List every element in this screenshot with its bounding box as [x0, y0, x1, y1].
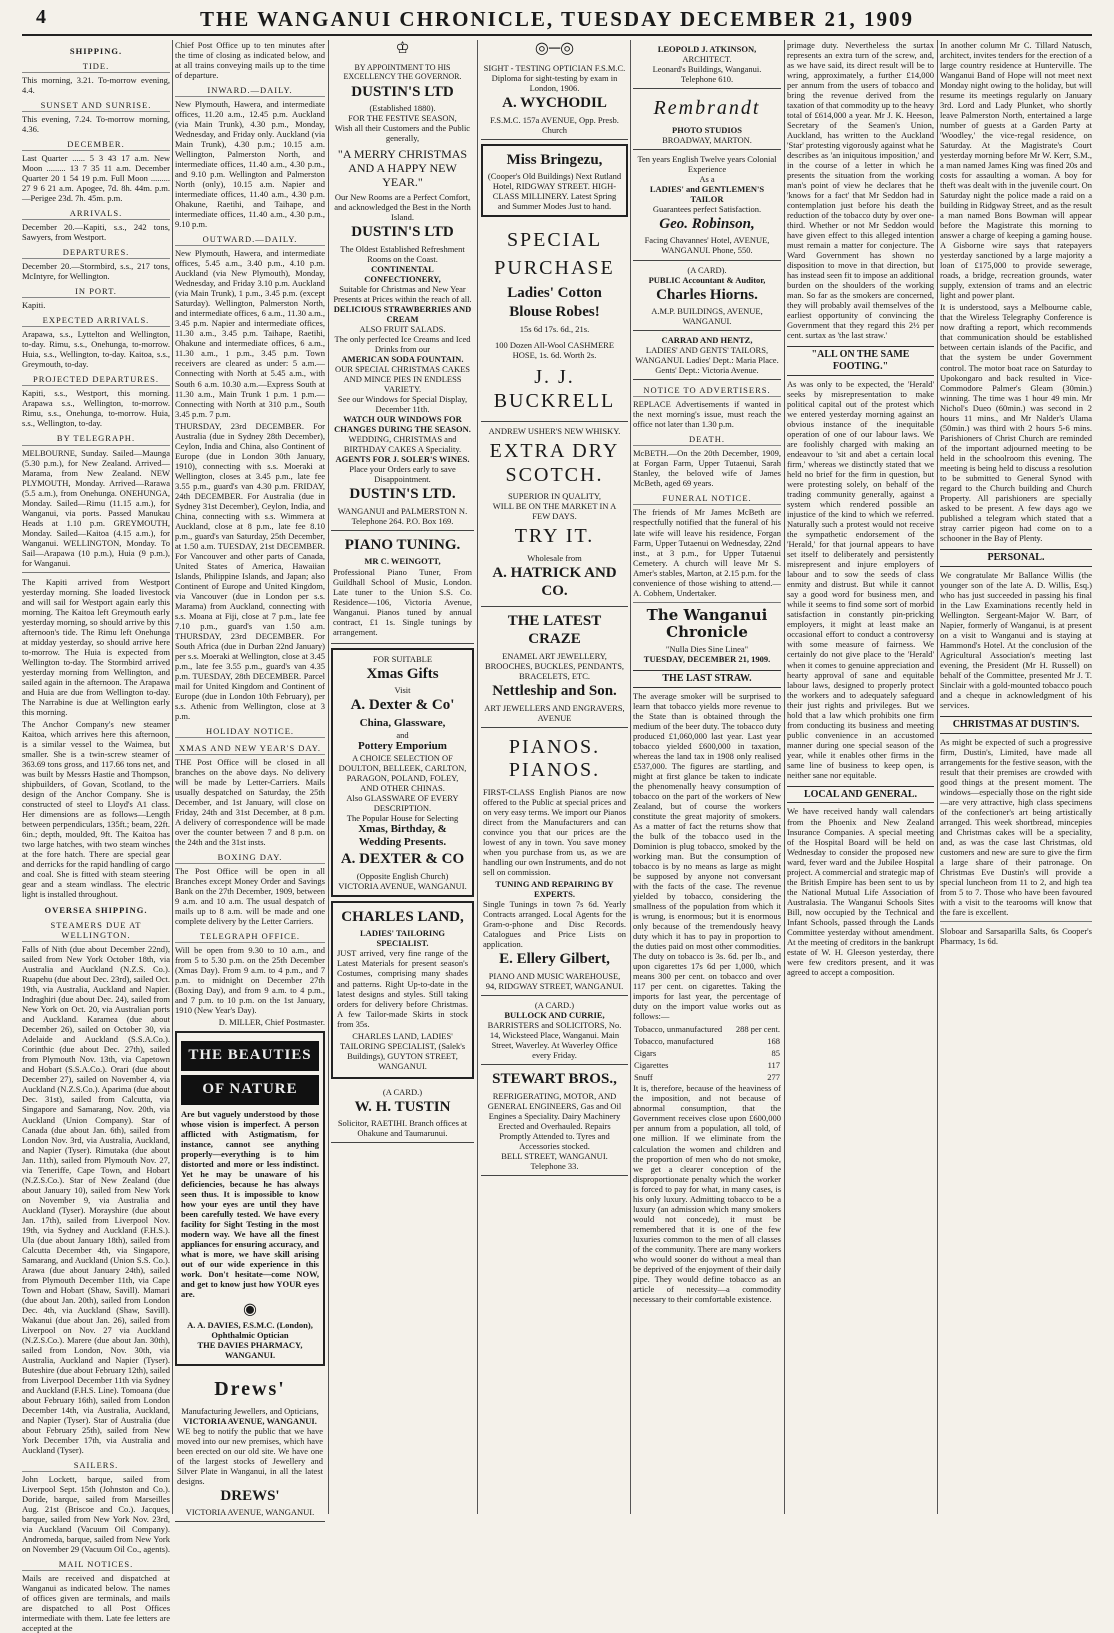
- spectacles-icon: ◎─◎: [534, 40, 575, 57]
- rembrandt-address: BROADWAY, MARTON.: [662, 134, 752, 145]
- blouse-robes: Blouse Robes!: [509, 304, 600, 321]
- dustins-agents: AGENTS FOR J. SOLER'S WINES.: [335, 454, 470, 465]
- bullock-text: BARRISTERS and SOLICITORS, No. 14, Wicksteed Place, Wanganui. Main Street, Waverley. At Waverley Office every Friday.: [487, 1019, 622, 1060]
- boxing-heading: BOXING DAY.: [175, 852, 325, 864]
- tide-text: This morning, 3.21. To-morrow evening, 4.4.: [22, 75, 170, 96]
- dustins-festive: FOR THE FESTIVE SEASON,: [348, 113, 457, 124]
- hatrick-name: A. HATRICK AND CO.: [492, 565, 617, 599]
- inport-text: Kapiti.: [22, 300, 46, 311]
- robinson-experience: Ten years English Twelve years Colonial Experience: [637, 153, 777, 174]
- tustin-name: W. H. TUSTIN: [354, 1098, 451, 1115]
- piano-tuning-ad: [331, 531, 474, 644]
- duty-item: Cigarettes: [634, 1060, 669, 1071]
- wychodil-name: A. WYCHODIL: [502, 94, 607, 111]
- column-mail: [175, 40, 325, 1518]
- hiorns-role: PUBLIC Accountant & Auditor,: [648, 274, 766, 285]
- last-straw-title: THE LAST STRAW.: [633, 670, 781, 688]
- bringezu-ad: [481, 144, 628, 218]
- gilbert-name: E. Ellery Gilbert,: [499, 951, 610, 967]
- last-straw-body: The average smoker will be surprised to learn that tobacco yields more revenue to the State than is obtained through the medium of the beer duty. The tobacco duty produced £1,060,000 last year. Last year tobacco yielded £600,000 in taxation, whereas the land tax in 1908 only realised £537,000. The figures are startling, and might at first glance be taken to indicate the phenomenally heavy consumption of tobacco on the part of the workers of New Zealand, but of course the workers constitute the great majority of smokers. As a matter of fact the returns show that the bulk of the tobacco used in the Dominion is plug tobacco, smoked by the working man. But the consumption of tobacco is by no means as large as might be supposed by anyone not conversant with the facts of the case. The revenue yielded by tobacco, considering the smallness of the population from which it is wrung, is enormous; but it is enormous only because of the tremendously heavy duty which it has to pay in proportion to the duties paid on most other commodities. The duty on tobacco is 3s. 6d. per lb., and upon cigarettes 17s 6d per 1,000, which means 300 per cent. on tobacco and over 117 per cent. on cigarettes. Taking the imports for last year, the percentage of duty on the import value works out as follows:—: [633, 690, 781, 1022]
- buckrell-ad: [481, 221, 628, 422]
- rembrandt-name: Rembrandt: [653, 97, 761, 120]
- funeral-text: The friends of Mr James McBeth are respectfully notified that the funeral of his late wife will leave his residence, Forgan Farm, Upper Tutaenui on Wednesday, 22nd inst., at 3 p.m., for Upper Tutaenui Cemetery. A church will leave Mr S. Amer's stables, Marton, at 2.15 p.m. for the convenience of those wishing to attend.—A. Cobhem, Undertaker.: [633, 507, 781, 598]
- telegraph-office-text: Will be open from 9.30 to 10 a.m., and from 5 to 5.30 p.m. on the 25th December (Xmas Day). From 9 a.m. to 4 p.m., and 7 p.m. to midnight on December 27th (Boxing Day), and from 9 a.m. to 4 p.m., and 7 p.m. to 10 p.m. on the 1st January, 1910 (New Year's Day).: [175, 945, 325, 1016]
- pianos-text: FIRST-CLASS English Pianos are now offered to the Public at special prices and on very easy terms. We import our Pianos direct from the Manufacturers and can convince you that our prices are the lowest of any in town. You save money when you purchase from us, as we are handling our own Instruments, and do not sell on commission.: [483, 786, 626, 877]
- sailers-text: John Lockett, barque, sailed from Liverpool Sept. 15th (Johnston and Co.). Doride, barque, sailed from Marseilles Aug. 21st (Briscoe and Co.). Jacques, barque, sailed from New York Nov. 23rd, via Auckland (Vacuum Oil Company). Andromeda, barque, sailed from New York on November 29 (Vacuum Oil Co., agents).: [22, 1474, 171, 1555]
- beauties-title-1: THE BEAUTIES: [181, 1041, 319, 1071]
- hiorns-name: Charles Hiorns.: [656, 286, 758, 303]
- arrivals-text: December 20.—Kapiti, s.s., 242 tons, Sawyers, from Westport.: [22, 222, 170, 243]
- editorial-continued: primage duty. Nevertheless the surtax represents an extra turn of the screw, and, as we have said, its direct result will be to wring, approximately, a further £14,000 per annum from the users of tobacco and bring the revenue derived from the taxation of that commodity up to the heavy total of £614,000 a year. Mr J. K. Heeson, Secretary of the Seamen's Union, Auckland, has written to the Auckland 'Star' protesting vigorously against what he describes as 'an iniquitous imposition,' and in the course of a letter in which he presents the situation from the working man's point of view he declares that he 'knows for a fact' that Mr Seddon had in contemplation just before his death the reduction of the tobacco duty by over one-third. Whether or not Mr Seddon would have given effect to this alleged intention must remain a matter for conjecture. The Ward Government has shown no disposition to move in that direction, but has instead seen fit to impose an additional burden on the shoulders of the working man. So far as the smokers are concerned, they will probably avail themselves of the earliest opportunity of convincing the Government that they regard this 2½ per cent. surtax as 'the last straw.': [787, 40, 934, 341]
- carrad-name: CARRAD AND HENTZ,: [661, 335, 753, 346]
- pianos-heading: PIANOS. PIANOS.: [508, 735, 601, 782]
- duty-row: [633, 1071, 781, 1083]
- bullock-ad: [481, 996, 628, 1065]
- expected-heading: EXPECTED ARRIVALS.: [22, 315, 170, 327]
- death-text: McBETH.—On the 20th December, 1909, at Forgan Farm, Upper Tutaenui, Sarah Stanley, the beloved wife of James McBeth, aged 69 years.: [633, 448, 781, 489]
- rembrandt-photo: PHOTO STUDIOS: [672, 124, 742, 135]
- gilbert-ad: [481, 728, 628, 996]
- tustin-ad: [331, 1083, 474, 1144]
- drews-title: Drews': [214, 1378, 286, 1401]
- dustins-rooms: Our New Rooms are a Perfect Comfort, and acknowledged the Best in the North Island.: [334, 191, 471, 222]
- beauties-ad: [175, 1031, 325, 1366]
- royal-crest-icon: ♔: [395, 40, 410, 57]
- departures-heading: DEPARTURES.: [22, 247, 170, 259]
- holiday-subheading: XMAS AND NEW YEAR'S DAY.: [175, 743, 325, 755]
- carrad-text: LADIES' AND GENTS' TAILORS, WANGANUI. Ladies' Dept.: Maria Place. Gents' Dept.: Victoria Avenue.: [635, 345, 779, 376]
- dustins-soda: AMERICAN SODA FOUNTAIN.: [341, 353, 464, 364]
- stewart-text: REFRIGERATING, MOTOR, AND GENERAL ENGINEERS, Gas and Oil Engines a Speciality. Dairy Machinery Erected and Overhauled. Repairs Promptly Attended to. Tyres and Accessories stocked.: [487, 1090, 622, 1151]
- sun-heading: SUNSET AND SUNRISE.: [22, 100, 170, 112]
- dustins-greeting: "A MERRY CHRISTMAS AND A HAPPY NEW YEAR.": [337, 146, 468, 189]
- bullock-card: (A CARD.): [534, 999, 575, 1010]
- projected-text: Kapiti, s.s., Westport, this morning. Arapawa s.s., Wellington, to-morrow. Rimu, s.s., Onehunga, to-morrow. Huia, s.s., Wellington, to-day.: [22, 388, 170, 429]
- nettleship-name: Nettleship and Son.: [492, 682, 617, 699]
- paper-title: The Wanganui Chronicle: [646, 605, 768, 642]
- duty-table: [633, 1023, 781, 1083]
- davies-address: THE DAVIES PHARMACY, WANGANUI.: [197, 1340, 303, 1361]
- dustins-wedding: WEDDING, CHRISTMAS and BIRTHDAY CAKES A Speciality.: [343, 434, 462, 455]
- arrivals-heading: ARRIVALS.: [22, 208, 170, 220]
- atkinson-address: Leonard's Buildings, Wanganui. Telephone 610.: [652, 64, 762, 85]
- dexter-address: VICTORIA AVENUE, WANGANUI.: [338, 880, 467, 891]
- dustins-oldest: The Oldest Established Refreshment Rooms on the Coast.: [340, 243, 465, 264]
- dexter-glassware: Also GLASSWARE OF EVERY DESCRIPTION.: [346, 793, 459, 814]
- wychodil-address: F.S.M.C. 157a AVENUE, Opp. Presb. Church: [490, 114, 619, 135]
- robinson-guarantee: Guarantees perfect Satisfaction.: [652, 203, 762, 214]
- robinson-address: Facing Chavannes' Hotel, AVENUE, WANGANUI. Phone, 550.: [644, 235, 770, 256]
- local-general-title: LOCAL AND GENERAL.: [787, 786, 934, 804]
- death-heading: DEATH.: [633, 434, 781, 446]
- bringezu-text: (Cooper's Old Buildings) Next Rutland Hotel, RIDGWAY STREET. HIGH-CLASS MILLINERY. Latest Spring and Summer Modes Just to hand.: [487, 171, 622, 212]
- beauties-text: Are but vaguely understood by those whose vision is imperfect. A person afflicted with Astigmatism, for instance, cannot see anything properly—everything is to him distorted and more or less indistinct. Yet he may be unaware of his deficiencies, because he has always seen thus. It is impossible to know how your eyes are until they have been carefully tested. We have every facility for Sight Testing in the most modern way. We have all the finest appliances for ensuring accuracy, and what is more, we have skill arising out of our wide experience in this work. Don't hesitate—come NOW, and get to know just how YOUR eyes are.: [181, 1108, 319, 1300]
- bringezu-name: Miss Bringezu,: [506, 151, 603, 168]
- appointment-text: BY APPOINTMENT TO HIS EXCELLENCY THE GOVERNOR.: [343, 62, 462, 82]
- dustins-fruit: ALSO FRUIT SALADS.: [359, 323, 446, 334]
- expected-text: Arapawa, s.s., Lyttelton and Wellington, to-day. Rimu, s.s., Onehunga, to-morrow. Huia, s.s., Wellington, to-day. Kaitoa, s.s., Greymouth, to-day.: [22, 329, 170, 370]
- oversea-subheading: STEAMERS DUE AT WELLINGTON.: [22, 920, 170, 942]
- dexter-xmas: Xmas Gifts: [366, 665, 439, 682]
- cashmere-hose: 100 Dozen All-Wool CASHMERE HOSE, 1s. 6d. Worth 2s.: [494, 339, 615, 360]
- boxing-text: The Post Office will be open in all Branches except Money Order and Savings Bank on the 27th December, 1909, between 9 a.m. and 10 a.m. The usual despatch of mails up to 8 a.m. will be made and one complete delivery by the Letter Carriers.: [175, 866, 325, 927]
- column-editorial-cont: [787, 40, 934, 1514]
- duty-item: Tobacco, unmanufactured: [634, 1024, 723, 1035]
- land-subtitle: LADIES' TAILORING SPECIALIST.: [360, 928, 445, 949]
- drews-ad: [175, 1370, 325, 1522]
- dexter-choice: A CHOICE SELECTION OF: [352, 752, 453, 763]
- oversea-text: Falls of Nith (due about December 22nd), sailed from New York October 18th, via Australia and Auckland (N.Z.S. Co.). Ruapehu (due about Dec. 23rd), sailed Oct. 19th, via Australia, Auckland and Napier. Indraghiri (due about Dec. 24), sailed from New York on Oct. 20, via Australian ports and Auckland. Karamea (due about December 26), sailed on October 30, via Adelaide and Auckland (S.S.A.Co.). Corinthic (due about Dec. 27th), sailed from Plymouth Nov. 13th, via Capetown and Hobart (S.S.A.Co.). Orari (due about December 27), sailed on November 4, via Auckland (N.Z.S.Co.). Aparima (due about Dec. 31st), sailed from Calcutta, via Singapore and Samarang, Nov. 20th, via Auckland (Union Company). Star of Canada (due about Jan. 6th), sailed from London Nov. 3rd, via Australia, Auckland, and Napier (Tyser). Rimutaka (due about Jan. 11th), sailed from Plymouth Nov. 27, via Teneriffe, Cape Town, and Hobart (N.Z.S.Co.). Star of New Zealand (due about January 10), sailed from New York on November 9, via Australia and Auckland (Tyser). Morayshire (due about Jan. 17th), sailed from Liverpool Nov. 19th, via Sydney and Auckland (F.H.S.). Ula (due about January 18th), sailed from Calcutta December 4th, via Singapore, Samarang, and Auckland (Union S.S. Co.). Arawa (due about January 24th), sailed from Plymouth December 11th, via Cape Town and Hobart (Shaw, Savill). Mamari (due about Jan. 20th), sailed from London Dec. 4th, via Auckland (Shaw, Savill). Wakanui (due about Jan. 26), sailed from Liverpool on Nov. 27 via Auckland (N.Z.S.Co.). Marere (due about Jan. 30th), sailed from London, Nov. 30th, via Australia, Auckland and Napier (Tyser). Buteshire (due about February 12th), sailed from Liverpool December 11th via Sydney and Auckland (F.H.S. Line). Tomoana (due about February 16th), sailed from London December 14th, via Australia, Auckland, and Napier (Tyser). Star of Australia (due about February 25th), sailed from New York December 17th, via Australia and Auckland (Tyser).: [22, 944, 170, 1456]
- column-editorial: [633, 40, 781, 1514]
- land-title: CHARLES LAND,: [341, 908, 464, 925]
- land-signature: CHARLES LAND, LADIES' TAILORING SPECIALIST, (Salek's Buildings), GUYTON STREET, WANGANUI.: [339, 1030, 466, 1071]
- drews-address: VICTORIA AVENUE, WANGANUI.: [183, 1415, 317, 1426]
- latest-craze: THE LATEST CRAZE: [507, 613, 602, 648]
- paper-date: TUESDAY, DECEMBER 21, 1909.: [643, 654, 771, 664]
- telegraph-text: MELBOURNE, Sunday. Sailed—Maunga (5.30 p.m.), for New Zealand. Arrived—Marama, from New Zealand. NEW PLYMOUTH, Monday. Arrived—Rarawa (5.5 a.m.), from Onehunga. ONEHUNGA, Monday. Sailed—Rimu (11.15 a.m.), for Wanganui, via ports. Passed Manukau Heads at 1.10 p.m. GREYMOUTH, Monday. Sailed—Kaitoa (4.15 a.m.), for Wanganui. WELLINGTON, Monday. To Sail—Arapawa (10 p.m.), Huia (9 p.m.), for Wanganui.: [22, 447, 170, 568]
- atkinson-ad: [633, 40, 781, 89]
- moon-phases: Last Quarter ...... 5 3 43 17 a.m. New Moon ......... 13 7 35 11 a.m. December Quarter 20 1 54 19 p.m. Full Moon ......... 27 9 6 21 a.m. Apogee, 7d. 8h. 44m. p.m.—Perigee 23d. 7h. 45m. p.m.: [22, 153, 170, 204]
- oversea-heading: OVERSEA SHIPPING.: [44, 905, 148, 916]
- inward-text: New Plymouth, Hawera, and intermediate offices, 11.20 a.m., 12.45 p.m. Auckland (via Main Trunk), 4.30 p.m., Monday, Wednesday, and Friday only. Auckland (via Main Trunk), 4.30 p.m.; 10.15 a.m. Wellington, Palmerston North, and intermediate offices, 11.40 a.m., 4.30 p.m., and 9.10 p.m. Wellington and Palmerston North (only), 10.15 a.m. Napier and intermediate offices, 11.40 a.m., 4.30 p.m. Ohakune, Raetihi, and Taihape, and intermediate offices, 11.40 a.m., 4.30 p.m., 9.10 p.m.: [175, 99, 325, 230]
- stewart-ad: [481, 1065, 628, 1176]
- duty-rate: 168: [767, 1036, 780, 1047]
- piano-tuning-text: Professional Piano Tuner, From Guildhall School of Music, London. Late tuner to the Union S.S. Co. Residence—106, Victoria Avenue, Wanganui. Pianos tuned by annual contract, £1 1s. Single tunings by arrangement.: [333, 566, 472, 637]
- duty-row: [633, 1059, 781, 1071]
- masthead: [22, 6, 1092, 36]
- dustins-established: (Established 1880).: [369, 103, 436, 114]
- departures-text: December 20.—Stormbird, s.s., 217 tons, McIntyre, for Wellington.: [22, 261, 170, 282]
- duty-item: Tobacco, manufactured: [634, 1036, 714, 1047]
- dustins-strawberries: DELICIOUS STRAWBERRIES AND CREAM: [333, 303, 472, 324]
- overseas-mails-text: THURSDAY, 23rd DECEMBER. For Australia (due in Sydney 28th December), Ceylon, India and China, also Continent of Europe (due in London 30th January, 1910), connecting with s.s. Moeraki at Wellington, closes at 3.45 p.m., late fee 3.55 p.m., guard's van 4.30 p.m. FRIDAY, 24th DECEMBER. For Australia (due in Sydney 31st December), Ceylon, India, and China, connecting with s.s. Wimmera at Auckland, close at 8 p.m., late fee 8.10 p.m., guard's van Saturday, 25th December, at 1.50 a.m. TUESDAY, 21st DECEMBER. For Vancouver and other parts of Canada, United States of America, Hawaiian Islands, Philippine Islands, and Japan; also Continent of Europe and United Kingdom, via Vancouver (due in London per s.s. Marama) from Auckland, connecting with s.s. Moana at Fiji, close at 7 p.m., late fee 7.10 p.m., guard's van 1.50 a.m. THURSDAY, 23rd DECEMBER. For South Africa (due in Durban 22nd January) per s.s. Moeraki at Wellington, close at 3.45 p.m., late fee 3.55 p.m., guard's van 4.35 p.m. TUESDAY, 28th DECEMBER. Parcel mail for United Kingdom and Continent of Europe (due in London 10th February), per s.s. Athenic from Wellington, close at 3 p.m.: [175, 420, 325, 722]
- dustins-watch: WATCH OUR WINDOWS FOR CHANGES DURING THE SEASON.: [334, 413, 471, 434]
- column-shipping: [22, 40, 171, 1633]
- enamel-jewellery: ENAMEL ART JEWELLERY, BROOCHES, BUCKLES, PENDANTS, BRACELETS, ETC.: [484, 650, 625, 681]
- tuning-text: Single Tunings in town 7s 6d. Yearly Contracts arranged. Local Agents for the Gram-o-phone and Disc Records. Catalogues and Price Lists on application.: [483, 898, 626, 949]
- piano-tuning-title: PIANO TUNING.: [344, 536, 461, 553]
- last-straw-body-2: It is, therefore, because of the heaviness of the imposition, and not because of abnormal consumption, that the Government receives close upon £600,000 per annum from a population, all told, of one million. If we eliminate from the calculation the women and children and the proportion of men who do not smoke, we get a clearer conception of the disproportionate penalty which the worker is forced to pay for what, in many cases, is his only luxury. Admitting tobacco to be a luxury (an admission which many smokers would not concede), it must be remembered that it is one of the few luxuries common to the men of all classes of the community. There are many workers who would sooner do without a meal than be deprived of the enjoyment of their daily pipe. They would define tobacco as an article of necessity—a commodity necessary to their comfortable existence.: [633, 1083, 781, 1304]
- duty-rate: 117: [767, 1060, 780, 1071]
- dexter-opposite: (Opposite English Church): [356, 870, 449, 881]
- duty-rate: 85: [771, 1048, 780, 1059]
- dexter-presents: Xmas, Birthday, & Wedding Presents.: [358, 823, 447, 849]
- davies-name: A. A. DAVIES, F.S.M.C. (London), Ophthalmic Optician: [187, 1320, 313, 1341]
- column-local: [940, 40, 1092, 1514]
- robinson-ad: [633, 150, 781, 261]
- dustins-title-1: DUSTIN'S LTD: [351, 83, 454, 100]
- duty-item: Snuff: [634, 1072, 653, 1083]
- personal-body: We congratulate Mr Ballance Willis (the younger son of the late A. D. Willis, Esq.) who has just succeeded in passing his final in the Law Examinations recently held in Wellington. Sergeant-Major W. Barr, of Napier, formerly of Wanganui, is at present on a visit to Wanganui and is staying at Hammond's Hotel. At the conclusion of the Agricultural Association's meeting last evening, the President (Mr H. Russell) on behalf of the Committee, presented Mr J. T. Sinclair with a gold-mounted tobacco pouch and a cheque in acknowledgment of his services.: [940, 569, 1092, 710]
- hiorns-ad: [633, 261, 781, 332]
- outward-text: New Plymouth, Hawera, and intermediate offices, 5.45 a.m., 3.40 p.m., 4.10 p.m. Auckland (via New Plymouth), Monday, Wednesday, and Friday 3.10 p.m. Auckland (via Main Trunk), 1 p.m., 3.45 p.m. (except Saturday). Wellington, Palmerston North, and intermediate offices, 6 a.m., 11.30 a.m., 3.45 p.m. Napier and intermediate offices, 11.30 a.m., 3.45 p.m. Taihape, Raetihi, Ohakune and intermediate offices, 6 a.m., 11.30 a.m., 1 p.m., 3.45 p.m. Town receivers are cleared as under: 5 a.m.—Connecting with North at 5.45 a.m., with South 6 a.m. 10.30 a.m.—Express South at 11.30 a.m., Main Trunk 1 p.m. 1 p.m.—Connecting with North at 310 p.m., South 3.45 p.m. 7 p.m.: [175, 248, 325, 419]
- shipping-heading: SHIPPING.: [69, 46, 123, 56]
- extra-dry-scotch: EXTRA DRY SCOTCH.: [489, 440, 620, 486]
- column-ads: [481, 40, 628, 1514]
- telegraph-office-heading: TELEGRAPH OFFICE.: [175, 931, 325, 943]
- atkinson-name: LEOPOLD J. ATKINSON,: [657, 44, 757, 54]
- robinson-asa: As a: [699, 173, 715, 184]
- dustins-orders: Place your Orders early to save Disappointment.: [349, 464, 456, 485]
- dustins-suitable: Suitable for Christmas and New Year Presents at Prices within the reach of all.: [333, 283, 472, 304]
- same-footing-body: As was only to be expected, the 'Herald' seeks by misrepresentation to make political capital out of the protest which we entered yesterday morning against an obvious instance of the inequitable operation of one of our labour laws. We are foolishly charged with making an endeavour to 'sit and abet a certain local firm,' whereas we distinctly stated that we held no brief for the firm in question, but were protesting solely, on behalf of the trading community generally, against a system which rendered possible an injustice of the kind to which we referred. Naturally such a protest would not receive the sympathetic endorsement of the 'Herald,' for that journal appears to have set itself to deliberately and persistently misrepresent and injure employers of labour and to sow the seeds of class enmity and distrust. But while it cannot say a good word for business men, and while it seems to find some sort of morbid satisfaction in constantly pin-pricking employers, it might at least make an occasional effort to conduct a controversy with some measure of fairness. We certainly do not give place to the 'Herald' when it comes to genuine appreciation and hearty approval of sane and equitable labour laws, designed to properly protect the workers and to adequately safeguard their just rights and privileges. But we hold that a law which prohibits one firm from conducting its business and meeting public convenience in an accustomed manner during one special season of the year, while it enables other firms in the same line of business to keep open, is neither sane nor equitable.: [787, 379, 934, 780]
- eye-icon: ◉: [243, 1301, 257, 1319]
- paper-motto: "Nulla Dies Sine Linea": [665, 643, 749, 654]
- column-footer: Sloboar and Sarsaparilla Salts, 6s Cooper's Pharmacy, 1s 6d.: [940, 925, 1092, 946]
- sun-text: This evening, 7.24. To-morrow morning, 4.36.: [22, 114, 170, 135]
- stewart-name: STEWART BROS.,: [492, 1070, 617, 1087]
- wychodil-ad: [481, 59, 628, 140]
- wholesale-from: Wholesale from: [527, 553, 582, 564]
- dustins-windows: See our Windows for Special Display, December 11th.: [337, 393, 468, 414]
- usher-whisky: ANDREW USHER'S NEW WHISKY.: [488, 426, 621, 437]
- hiorns-card: (A CARD).: [687, 264, 727, 275]
- try-it: TRY IT.: [514, 525, 595, 548]
- duty-row: [633, 1023, 781, 1035]
- robinson-tailor: LADIES' and GENTLEMEN'S TAILOR: [649, 183, 765, 204]
- mail-heading: MAIL NOTICES.: [22, 1559, 170, 1571]
- piano-tuner-name: MR C. WEINGOTT,: [364, 556, 441, 567]
- sailers-heading: SAILERS.: [22, 1460, 170, 1472]
- duty-item: Cigars: [634, 1048, 657, 1059]
- dustins-title-3: DUSTIN'S LTD.: [349, 486, 456, 503]
- local-news-2: It is understood, says a Melbourne cable, that the Wireless Telegraphy Conference is now drafting a report, which recommends that communication should be established between certain islands of the Pacific, and that the system be under Government control. The motor boat race on Saturday to Upokongaro and back resulted in Vice-Commodore Palmer's Gleam (30min.) winning. The time was 1 hour 49 min. Mr Nichol's Dueo (60min.) was second in 2 hours 11 mins., and Mr Nalder's Ulama (50min.) was third with 2 hours 5-6 mins. Parishioners of Christ Church are reminded of the important adjourned meeting to be held in the schoolroom this evening. The meeting is being held to discuss a resolution to be submitted to General Synod with regard to the Church building and Church Property. All parishioners are specially asked to be present. A few days ago we published a telegram which stated that a stray carrier pigeon had come on to a schooner in the Bay of Plenty.: [940, 302, 1092, 543]
- drews-subtitle: Manufacturing Jewellers, and Opticians,: [181, 1405, 319, 1416]
- christmas-dustins-body: As might be expected of such a progressive firm, Dustin's, Limited, have made all arrangements for the festive season, with the result that their premises are crowded with good things at the present moment. The windows—especially those on the right side—are very attractive, high class specimens of the confectioner's art being artistically arranged. This week shortbread, mincepies and Christmas cakes will be a speciality, and, as was the case last Christmas, old customers and new are sure to give the firm a large share of their patronage. On Christmas Eve Dustin's will provide a special luncheon from 11 to 2, and high tea from 5 to 7. Those who have been favoured with a visit to the tearooms will know that the fare is excellent.: [940, 736, 1092, 917]
- dustins-ice: The only perfected Ice Creams and Iced Drinks from our: [334, 333, 471, 354]
- robinson-name: Geo. Robinson,: [659, 215, 755, 232]
- dexter-china: China, Glassware,: [359, 717, 446, 730]
- sight-testing-text: SIGHT - TESTING OPTICIAN F.S.M.C. Diploma for sight-testing by exam in London, 1906.: [483, 62, 626, 93]
- december-heading: DECEMBER.: [22, 139, 170, 151]
- duty-row: [633, 1035, 781, 1047]
- tustin-text: Solicitor, RAETIHI. Branch offices at Ohakune and Taumarunui.: [337, 1118, 468, 1139]
- dexter-name-2: A. DEXTER & CO: [340, 851, 465, 868]
- duty-rate: 288 per cent.: [735, 1024, 780, 1035]
- telegraph-heading: BY TELEGRAPH.: [22, 433, 170, 445]
- advertisers-text: REPLACE Advertisements if wanted in the next morning's issue, must reach the office not later than 1.30 p.m.: [633, 399, 781, 430]
- dexter-makers: DOULTON, BELLEEK, CARLTON, PARAGON, POLAND, FOLEY, AND OTHER CHINAS.: [338, 762, 467, 794]
- dustins-ad: [331, 59, 474, 531]
- local-news-1: In another column Mr C. Tillard Natusch, architect, invites tenders for the erection of a large country residence at Hunterville. The Wanganui Band of Hope will not meet next Monday night owing to the holiday, but will resume its meetings regularly on January 3rd. Lord and Lady Plunket, who shortly leave Palmerston North, entertained a large number of guests at a Garden Party at 'Woodley,' the vice-regal residence, on Saturday. At the Magistrate's Court yesterday morning before Mr W. Kerr, S.M., a man named James King was fined 20s and costs for assaulting a woman. A boy for theft was dealt with in the juvenile court. On Saturday night the police made a raid on a building in Ridgway Street, and as the result a man named Bons Bowman will appear before the Magistrate this morning to answer a charge of keeping a gaming house. A Gisborne wire says that ratepayers yesterday sanctioned by a large majority a loan of £175,000 to provide sewerage, roads, a bridge, recreation grounds, water supply, extension of trams and an electric light and power plant.: [940, 40, 1092, 301]
- dexter-pottery: Pottery Emporium: [358, 740, 447, 752]
- dustins-cakes: OUR SPECIAL CHRISTMAS CAKES AND MINCE PIES IN ENDLESS VARIETY.: [335, 363, 470, 394]
- nettleship-ad: [481, 607, 628, 727]
- dustins-telephone: Telephone 264. P.O. Box 169.: [351, 515, 454, 526]
- shipping-news-2: The Anchor Company's new steamer Kaitoa, which arrives here this afternoon, is a similar vessel to the Waimea, but smaller. She is a twin-screw steamer of 363.69 tons gross, and 117.66 tons net, and was built by Messrs Hastie and Thompson, shipbuilders, of Govan, Scotland, to the design of the Anchor Company. She is constructed of steel to Lloyd's A1 class. Her dimensions are as follows—Length between perpendiculars, 135ft.; beam, 22ft. 6in.; depth, moulded, 9ft. The Kaitoa has two large hatches, with two steam winches at the fore hatch. There are special gear and derricks for the rapid handling of cargo and coal. She is fitted with steam steering gear and a steam windlass. The electric light is installed throughout.: [22, 718, 170, 900]
- buckrell-name: J. J. BUCKRELL: [493, 366, 616, 412]
- gilbert-text: PIANO AND MUSIC WAREHOUSE, 94, RIDGWAY STREET, WANGANUI.: [485, 970, 624, 991]
- same-footing-title: "ALL ON THE SAME FOOTING.": [787, 346, 934, 376]
- duty-row: [633, 1047, 781, 1059]
- beauties-title-2: OF NATURE: [181, 1075, 319, 1105]
- mail-text: Mails are received and dispatched at Wanganui as indicated below. The names of offices given are terminals, and mails are dispatched to all Post Offices intermediate with them. Late fee letters are accepted at the: [22, 1573, 170, 1633]
- nettleship-text: ART JEWELLERS AND ENGRAVERS, AVENUE: [484, 702, 625, 723]
- shipping-news-1: The Kapiti arrived from Westport yesterday morning. She loaded livestock and will sail for Westport again early this morning. The Kaitoa left Greymouth early yesterday morning, so should arrive by this afternoon's tide. The Rimu left Onehunga at midday yesterday, so should arrive here to-morrow. The Huia is expected from Wellington to-day. The Stormbird arrived yesterday morning from Wellington, and sailed again in the afternoon. The Arapawa and Huia are due from Wellington to-day. The Narrabine is due at Wellington early this morning.: [22, 576, 170, 717]
- dexter-popular: The Popular House for Selecting: [346, 813, 459, 824]
- postmaster-signoff: D. MILLER, Chief Postmaster.: [218, 1017, 325, 1028]
- dexter-for: FOR SUITABLE: [372, 653, 433, 664]
- drews-footer: DREWS': [220, 1487, 280, 1504]
- advertisers-heading: NOTICE TO ADVERTISERS.: [633, 385, 781, 397]
- stewart-address: BELL STREET, WANGANUI. Telephone 33.: [501, 1150, 608, 1171]
- personal-title: PERSONAL.: [940, 549, 1092, 567]
- superior-quality: SUPERIOR IN QUALITY,: [507, 491, 602, 502]
- dustins-wish: Wish all their Customers and the Public generally,: [334, 123, 471, 144]
- dustins-confectionery: CONTINENTAL CONFECTIONERY,: [364, 263, 441, 284]
- column-dustins: [331, 40, 474, 1514]
- on-market: WILL BE ON THE MARKET IN A FEW DAYS.: [492, 501, 617, 522]
- charles-land-ad: [331, 901, 474, 1079]
- ladies-cotton: Ladies' Cotton: [507, 284, 602, 301]
- hiorns-address: A.M.P. BUILDINGS, AVENUE, WANGANUI.: [651, 306, 763, 327]
- dexter-and: and: [396, 729, 409, 740]
- purchase-heading: PURCHASE: [494, 256, 615, 279]
- duty-rate: 277: [767, 1072, 780, 1083]
- dustins-title-2: DUSTIN'S LTD: [351, 224, 454, 241]
- inport-heading: IN PORT.: [22, 286, 170, 298]
- local-general-body: We have received handy wall calendars from the Phoenix and New Zealand Insurance Companies. A special meeting of the Hospital Board will be held on Wednesday to consider the proposed new ward, fever ward and the Jubilee Hospital project. A commercial and strategic map of the British Empire has been sent to us by the National Mutual Life Association of Australasia. The Wanganui Schools Sites Bill, now occupied by the Technical and Infant Schools, passed through the Lands Committee yesterday without amendment. At the meeting of creditors in the bankrupt estate of W. H. Gleeson yesterday, there were few creditors present, and it was agreed to accept a composition.: [787, 806, 934, 977]
- land-text: JUST arrived, very fine range of the Latest Materials for present season's Costumes, comprising many shades and patterns. Right Up-to-date in the latest designs and styles. Still taking orders for delivery before Christmas. A few Tailor-made Skirts in stock from 35s.: [337, 948, 468, 1029]
- blouse-prices: 15s 6d 17s. 6d., 21s.: [519, 323, 590, 334]
- drews-text: WE beg to notify the public that we have moved into our new premises, which have been erected on our old site. We have one of the largest stocks of Jewellery and Silver Plate in Wanganui, in all the latest designs.: [177, 1425, 323, 1486]
- dexter-name: A. Dexter & Co': [350, 697, 455, 714]
- dustins-address: WANGANUI and PALMERSTON N.: [337, 505, 468, 516]
- tustin-card: (A CARD.): [382, 1086, 423, 1097]
- tuning-heading: TUNING AND REPAIRING BY EXPERTS.: [495, 878, 614, 899]
- holiday-text: THE Post Office will be closed in all branches on the above days. No delivery will be made by Letter-Carriers. Mails usually despatched on Saturday, the 25th December, and 1st January, will close on Friday, 24th and 31st December, at 8 p.m. A delivery of correspondence will be made over the counter between 7 and 8 p.m. on the 24th and the 31st insts.: [175, 757, 325, 848]
- special-heading: SPECIAL: [506, 229, 603, 252]
- outward-heading: OUTWARD.—DAILY.: [175, 234, 325, 246]
- drews-footer-address: VICTORIA AVENUE, WANGANUI.: [185, 1507, 315, 1518]
- whisky-ad: [481, 422, 628, 607]
- inward-heading: INWARD.—DAILY.: [175, 85, 325, 97]
- atkinson-title: ARCHITECT.: [682, 54, 732, 65]
- tide-heading: TIDE.: [22, 61, 170, 73]
- page-number: 4: [36, 6, 46, 28]
- funeral-heading: FUNERAL NOTICE.: [633, 493, 781, 505]
- bullock-name: BULLOCK AND CURRIE,: [504, 1009, 605, 1020]
- masthead-title: THE WANGANUI CHRONICLE, TUESDAY DECEMBER 21, 1909: [199, 7, 915, 31]
- christmas-dustins-title: CHRISTMAS AT DUSTIN'S.: [940, 716, 1092, 734]
- dexter-visit: Visit: [394, 685, 411, 696]
- dexter-ad: [331, 648, 474, 897]
- rembrandt-ad: [633, 89, 781, 150]
- carrad-ad: [633, 331, 781, 380]
- projected-heading: PROJECTED DEPARTURES.: [22, 374, 170, 386]
- mail-intro: Chief Post Office up to ten minutes after the time of closing as indicated below, and at all trains conveying mails up to the time of departure.: [175, 40, 325, 81]
- holiday-heading: HOLIDAY NOTICE.: [175, 726, 325, 738]
